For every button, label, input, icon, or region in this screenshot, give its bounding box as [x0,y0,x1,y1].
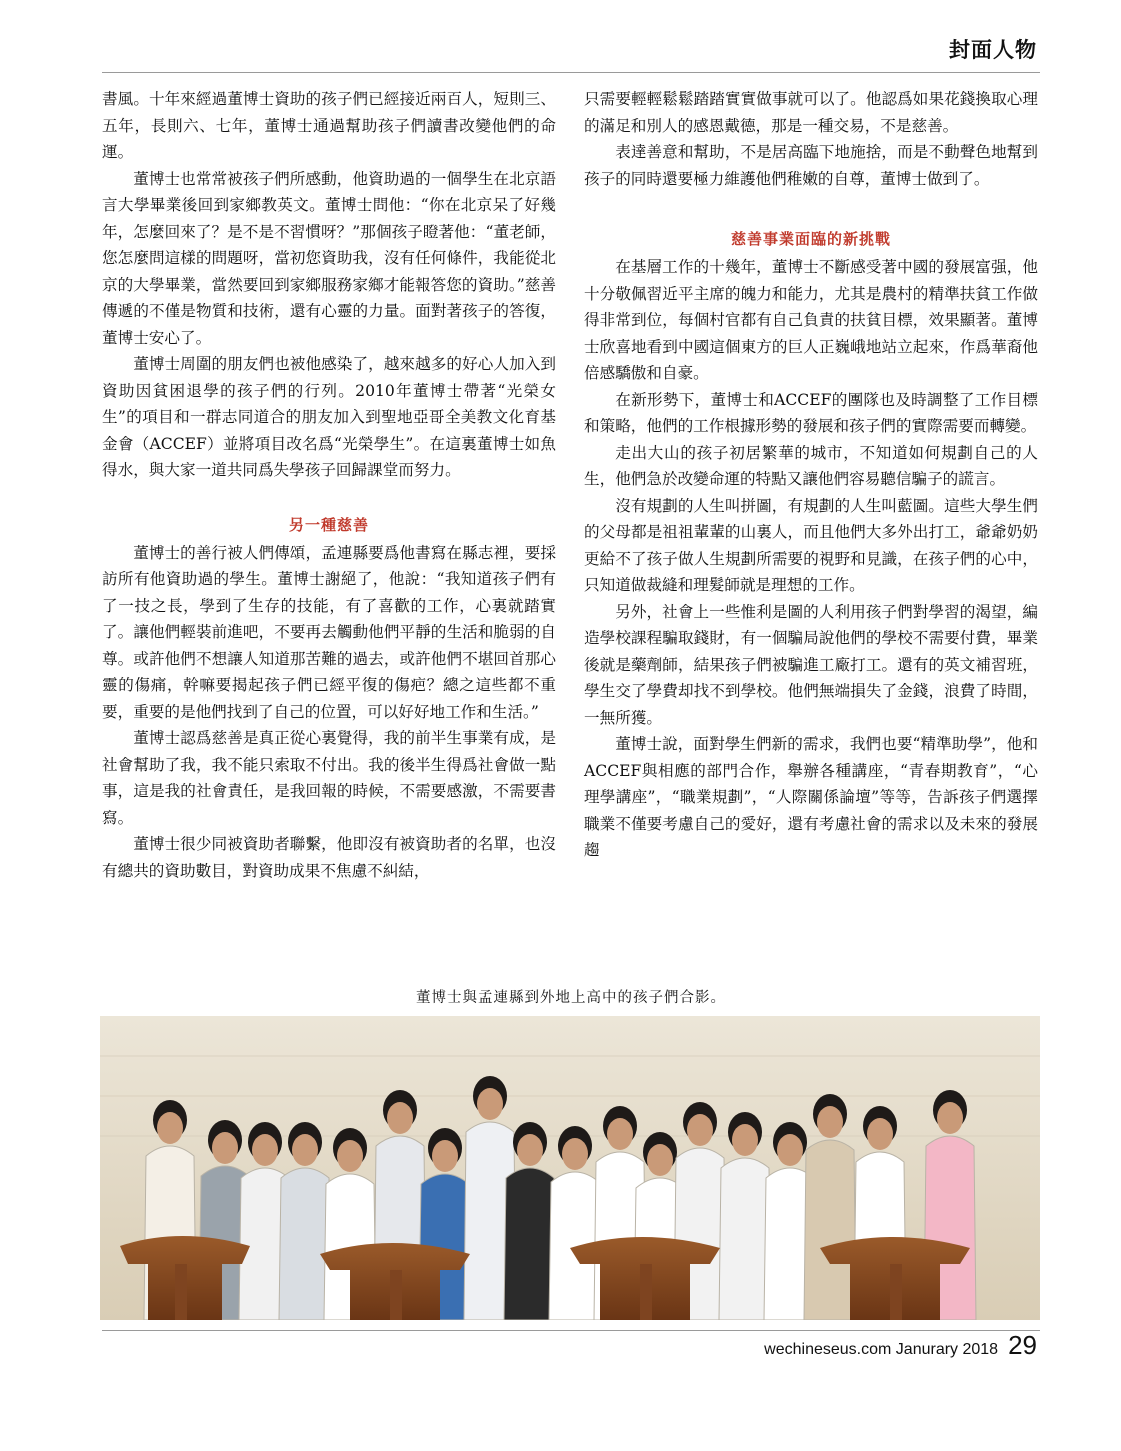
left-column [102,86,556,884]
paragraph: 只需要輕輕鬆鬆踏踏實實做事就可以了。他認爲如果花錢換取心理的滿足和別人的感恩戴德，那是一種交易，不是慈善。 [584,90,1038,135]
paragraph: 董博士很少同被資助者聯繫，他即沒有被資助者的名單，也沒有總共的資助數目，對資助成果不焦慮不糾結， [102,835,556,880]
subheading: 慈善事業面臨的新挑戰 [730,230,891,248]
paragraph: 走出大山的孩子初居繁華的城市，不知道如何規劃自己的人生，他們急於改變命運的特點又讓他們容易聽信騙子的謊言。 [584,443,1038,488]
paragraph: 沒有規劃的人生叫拼圖，有規劃的人生叫藍圖。這些大學生們的父母都是祖祖輩輩的山裏人，而且他們大多外出打工，爺爺奶奶更給不了孩子做人生規劃所需要的視野和見識，在孩子們的心中，只知道做裁縫和理髮師就是理想的工作。 [584,496,1038,594]
subheading: 另一種慈善 [288,515,369,534]
page-footer [764,1330,1037,1361]
group-photo [100,1016,1040,1320]
right-column [584,86,1038,864]
footer-site-date: wechineseus.com Janurary 2018 [764,1341,999,1358]
top-rule [102,72,1040,73]
page-number: 29 [1008,1330,1037,1360]
paragraph: 董博士的善行被人們傳頌，孟連縣要爲他書寫在縣志裡，要採訪所有他資助過的學生。董博士謝絕了，他說：“我知道孩子們有了一技之長，學到了生存的技能，有了喜歡的工作，心裏就踏實了。讓他們輕裝前進吧，不要再去觸動他們平靜的生活和脆弱的自尊。或許他們不想讓人知道那苦難的過去，或許他們不堪回首那心靈的傷痛，幹嘛要揭起孩子們已經平復的傷疤？總之這些都不重要，重要的是他們找到了自己的位置，可以好好地工作和生活。” [102,543,556,721]
paragraph: 董博士說，面對學生們新的需求，我們也要“精準助學”，他和ACCEF與相應的部門合作，舉辦各種講座，“青春期教育”，“心理學講座”，“職業規劃”，“人際關係論壇”等等，告訴孩子們選擇職業不僅要考慮自己的愛好，還有考慮社會的需求以及未來的發展趨 [584,735,1038,859]
paragraph: 另外，社會上一些惟利是圖的人利用孩子們對學習的渴望，編造學校課程騙取錢財，有一個騙局說他們的學校不需要付費，畢業後就是藥劑師，結果孩子們被騙進工廠打工。還有的英文補習班，學生交了學費却找不到學校。他們無端損失了金錢，浪費了時間，一無所獲。 [584,602,1038,727]
section-label: 封面人物 [949,38,1037,62]
paragraph: 董博士認爲慈善是真正從心裏覺得，我的前半生事業有成，是社會幫助了我，我不能只索取不付出。我的後半生得爲社會做一點事，這是我的社會責任，是我回報的時候，不需要感激，不需要書寫。 [102,729,556,827]
paragraph: 在新形勢下，董博士和ACCEF的團隊也及時調整了工作目標和策略，他們的工作根據形勢的發展和孩子們的實際需要而轉變。 [584,390,1038,435]
paragraph: 在基層工作的十幾年，董博士不斷感受著中國的發展富强，他十分敬佩習近平主席的魄力和能力，尤其是農村的精準扶貧工作做得非常到位，每個村官都有自己負責的扶貧目標，效果顯著。董博士欣喜地看到中國這個東方的巨人正巍峨地站立起來，作爲華裔他倍感驕傲和自豪。 [584,258,1038,382]
paragraph: 表達善意和幫助，不是居高臨下地施捨，而是不動聲色地幫到孩子的同時還要極力維護他們稚嫩的自尊，董博士做到了。 [584,143,1038,188]
paragraph: 書風。十年來經過董博士資助的孩子們已經接近兩百人，短則三、五年，長則六、七年，董博士通過幫助孩子們讀書改變他們的命運。 [102,90,556,161]
paragraph: 董博士也常常被孩子們所感動，他資助過的一個學生在北京語言大學畢業後回到家鄉教英文。董博士問他：“你在北京呆了好幾年，怎麼回來了？是不是不習慣呀？”那個孩子瞪著他：“董老師，您怎麼問這樣的問題呀，當初您資助我，沒有任何條件，我能從北京的大學畢業，當然要回到家鄉服務家鄉才能報答您的資助。”慈善傳遞的不僅是物質和技術，還有心靈的力量。面對著孩子的答復，董博士安心了。 [102,169,556,347]
photo-caption: 董博士與孟連縣到外地上高中的孩子們合影。 [416,990,726,1006]
paragraph: 董博士周圍的朋友們也被他感染了，越來越多的好心人加入到資助因貧困退學的孩子們的行列。2010年董博士帶著“光榮女生”的項目和一群志同道合的朋友加入到聖地亞哥全美教文化育基金會（ACCEF）並將項目改名爲“光榮學生”。在這裏董博士如魚得水，與大家一道共同爲失學孩子回歸課堂而努力。 [102,355,556,479]
